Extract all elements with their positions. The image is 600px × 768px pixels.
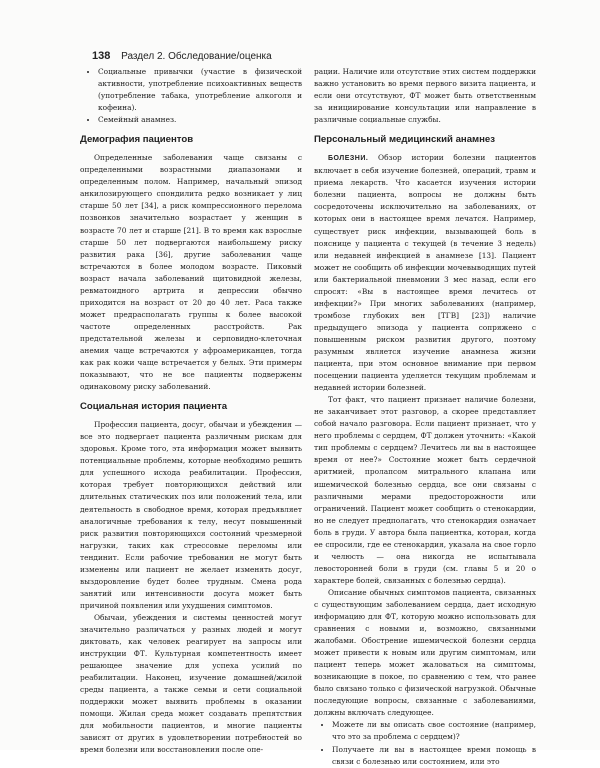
list-item: • Получаете ли вы в настоящее время помощь в связи с болезнью или состоянием, или это bbox=[332, 744, 536, 768]
intro-bullet-list bbox=[80, 66, 302, 126]
paragraph: Профессия пациента, досуг, обычаи и убеждения — все это подвергает пациента различным рискам для здоровья. Кроме того, эта информация может выявить потенциальные проблемы, которые необходимо решить для успешного исхода реабилитации. Профессия, которая требует повторяющихся действий или длительных статических поз или положений тела, или деятельность в свободное время, которая предъявляет аналогичные требования к телу, несут повышенный риск развития повторяющихся состояний чрезмерной нагрузки, таких как стрессовые переломы или тендинит. Если рабочие требования не могут быть изменены или пациент не желает изменять досуг, выздоровление будет более трудным. Смена рода занятий или интенсивности досуга может быть причиной появления или ухудшения симптомов. bbox=[80, 420, 302, 610]
followup-bullet-list bbox=[314, 719, 536, 767]
run-in-heading: БОЛЕЗНИ. bbox=[328, 155, 369, 163]
list-item: • Социальные привычки (участие в физической активности, употребление психоактивных веществ (употребление табака, употребление алкоголя и кофеина). bbox=[98, 66, 302, 114]
section-heading-medical-history: Персональный медицинский анамнез bbox=[314, 134, 496, 146]
page-number: 138 bbox=[92, 50, 111, 62]
paragraph bbox=[314, 152, 536, 394]
paragraph: Описание обычных симптомов пациента, связанных с существующим заболеванием сердца, дает исходную информацию для ФТ, которую можно использовать для сравнения с новыми и, возможно, связанными жалобами. Обострение ишемической болезни сердца может привести к новым или другим симптомам, или пациент теперь может жаловаться на симптомы, возникающие в покое, по сравнению с тем, что ранее было связано только с физической нагрузкой. Обычные последующие вопросы, связанные с заболеваниями, должны включать следующее. bbox=[314, 587, 536, 718]
paragraph: Тот факт, что пациент признает наличие болезни, не заканчивает этот разговор, а скорее представляет собой начало разговора. Если пациент признает, что у него проблемы с сердцем, ФТ должен уточнить: «Какой тип проблемы с сердцем? Лечитесь ли вы в настоящее время от нее?» Состояние может быть сердечной аритмией, пролапсом митрального клапана или ишемической болезнью сердца, все они связаны с различными мерами предосторожности или ограничений. Пациент может сообщить о стенокардии, но не следует предполагать, что стенокардия означает боль в груди. У автора была пациентка, которая, когда ее спросили, где ее стенокардия, указала на свое горло и челюсть — она никогда не испытывала левосторонней боли в груди (см. главы 5 и 20 о характере болей, связанных с болезнью сердца). bbox=[314, 395, 536, 585]
paragraph-text: Обзор истории болезни пациентов включает в себя изучение болезней, операций, травм и приема лекарств. Что касается изучения истории болезни пациента, вопросы не должны быть сосредоточены исключительно на заболеваниях, от которых они в настоящее время лечатся. Например, существует риск инфекции, вызывающей боль в пояснице у пациента с текущей (в течение 3 недель) или недавней инфекцией в анамнезе [13]. Пациент может не сообщить об инфекции мочевыводящих путей или бактериальной пневмонии 3 мес назад, если его спросят: «Вы в настоящее время лечитесь от инфекции?» При многих заболеваниях (например, тромбозе глубоких вен [ТГВ] [23]) наличие предыдущего эпизода у пациента сопряжено с повышенным риском развития другого, поэтому разумным является изучение анамнеза жизни пациента, при этом основное внимание при первом посещении пациента уделяется текущим проблемам и недавней истории болезней. bbox=[314, 153, 536, 393]
paragraph: Определенные заболевания чаще связаны с определенными возрастными диапазонами и определенным полом. Например, начальный эпизод анкилозирующего спондилита редко возникает у лиц старше 50 лет [34], а риск компрессионного перелома позвонков значительно возрастает у женщин в возрасте 70 лет и старше [21]. В то время как взрослые старше 50 лет подвергаются наибольшему риску развития рака [36], другие заболевания чаще встречаются в более молодом возрасте. Пиковый возраст начала заболеваний щитовидной железы, ревматоидного артрита и депрессии обычно приходится на возраст от 20 до 40 лет. Раса также может предрасполагать группы к более высокой частоте определенных расстройств. Рак предстательной железы и серповидно-клеточная анемия чаще встречаются у афроамериканцев, тогда как рак кожи чаще встречается у белых. Эти примеры показывают, что не все пациенты подвержены одинаковому риску заболеваний. bbox=[80, 153, 302, 392]
right-column bbox=[314, 66, 536, 768]
section-heading-social-history: Социальная история пациента bbox=[80, 401, 228, 413]
running-title: Раздел 2. Обследование/оценка bbox=[121, 51, 272, 62]
paragraph: рации. Наличие или отсутствие этих систем поддержки важно установить во время первого визита пациента, и если они отсутствуют, ФТ может быть ответственным за инициирование консультации или направление в различные социальные службы. bbox=[314, 67, 536, 125]
list-item: • Семейный анамнез. bbox=[98, 114, 302, 126]
section-heading-demographics: Демография пациентов bbox=[80, 134, 194, 146]
running-header bbox=[92, 50, 540, 62]
list-item: • Можете ли вы описать свое состояние (например, что это за проблема с сердцем)? bbox=[332, 719, 536, 743]
paragraph: Обычаи, убеждения и системы ценностей могут значительно различаться у разных людей и могут диктовать, как человек реагирует на запросы или инструкции ФТ. Культурная компетентность имеет решающее значение для успеха усилий по реабилитации. Наконец, изучение домашней/жилой среды пациента, а также семьи и сети социальной поддержки может выявить проблемы в оказании помощи. Жилая среда может создавать препятствия для мобильности пациентов, и многие пациенты зависят от других в удовлетворении потребностей во время болезни или восстановления после опе- bbox=[80, 612, 302, 755]
left-column bbox=[80, 66, 302, 756]
